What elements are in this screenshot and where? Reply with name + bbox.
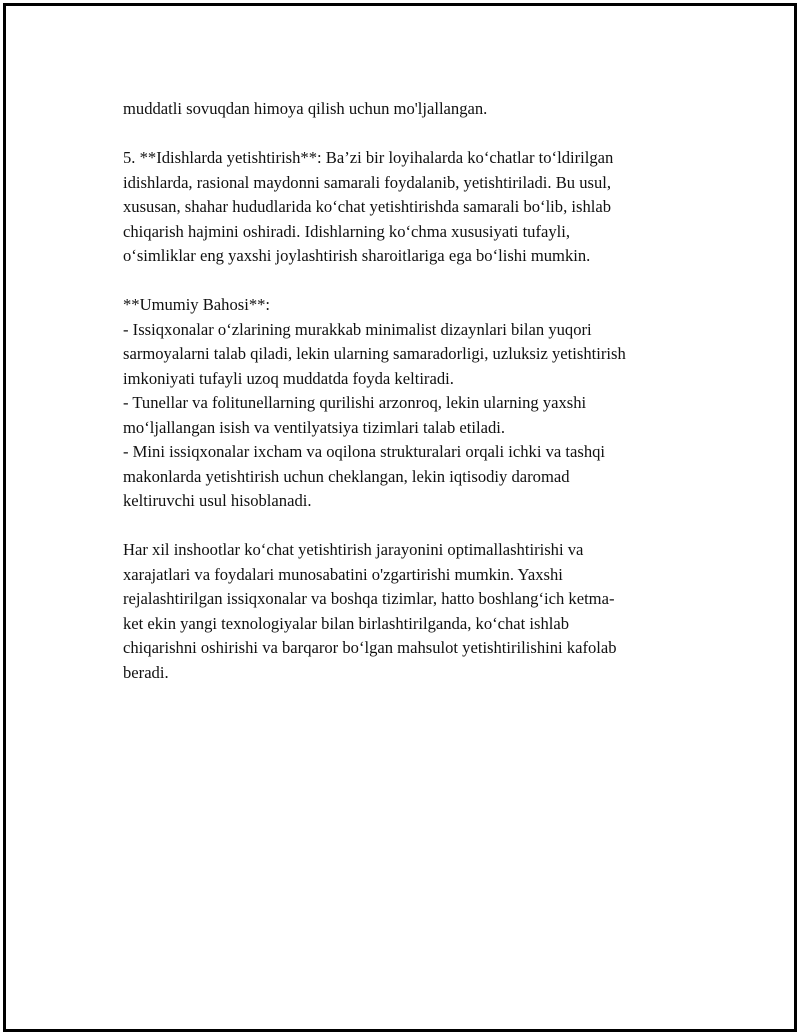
text-line: muddatli sovuqdan himoya qilish uchun mo'ljallangan. xyxy=(123,99,488,118)
text-line: chiqarishni oshirishi va barqaror bo‘lgan mahsulot yetishtirilishini kafolab xyxy=(123,638,617,657)
page xyxy=(3,3,797,1032)
paragraph-gap xyxy=(123,269,683,294)
text-line: sarmoyalarni talab qiladi, lekin ularning samaradorligi, uzluksiz yetishtirish xyxy=(123,344,626,363)
text-line: makonlarda yetishtirish uchun cheklangan, lekin iqtisodiy daromad xyxy=(123,466,570,486)
text-line: - Tunellar va folitunellarning qurilishi arzonroq, lekin ularning yaxshi xyxy=(123,393,587,412)
text-line: xarajatlari va foydalari munosabatini o'zgartirishi mumkin. Yaxshi xyxy=(123,564,563,584)
text-line: xususan, shahar hududlarida ko‘chat yetishtirishda samarali bo‘lib, ishlab xyxy=(123,197,612,216)
text-line: Har xil inshootlar ko‘chat yetishtirish jarayonini optimallashtirishi va xyxy=(123,540,584,559)
paragraph-intro-continuation xyxy=(123,97,683,122)
text-line: beradi. xyxy=(123,662,169,682)
text-line: ket ekin yangi texnologiyalar bilan birlashtirilganda, ko‘chat ishlab xyxy=(123,613,570,633)
paragraph-conclusion xyxy=(123,538,683,685)
paragraph-gap xyxy=(123,514,683,539)
paragraph-general-assessment xyxy=(123,293,683,514)
text-line: keltiruvchi usul hisoblanadi. xyxy=(123,491,312,510)
text-line: chiqarish hajmini oshiradi. Idishlarning ko‘chma xususiyati tufayli, xyxy=(123,221,571,241)
text-line: mo‘ljallangan isish va ventilyatsiya tizimlari talab etiladi. xyxy=(123,417,506,437)
text-line: **Umumiy Bahosi**: xyxy=(123,295,271,314)
text-line: imkoniyati tufayli uzoq muddatda foyda keltiradi. xyxy=(123,368,454,388)
paragraph-gap xyxy=(123,122,683,147)
text-line: o‘simliklar eng yaxshi joylashtirish sharoitlariga ega bo‘lishi mumkin. xyxy=(123,246,591,265)
paragraph-container-growing xyxy=(123,146,683,269)
text-line: - Mini issiqxonalar ixcham va oqilona strukturalari orqali ichki va tashqi xyxy=(123,442,606,461)
text-line: rejalashtirilgan issiqxonalar va boshqa tizimlar, hatto boshlang‘ich ketma- xyxy=(123,589,615,608)
document-body xyxy=(123,97,683,685)
text-line: idishlarda, rasional maydonni samarali foydalanib, yetishtiriladi. Bu usul, xyxy=(123,172,612,192)
text-line: 5. **Idishlarda yetishtirish**: Ba’zi bir loyihalarda ko‘chatlar to‘ldirilgan xyxy=(123,148,614,167)
text-line: - Issiqxonalar o‘zlarining murakkab minimalist dizaynlari bilan yuqori xyxy=(123,319,592,339)
